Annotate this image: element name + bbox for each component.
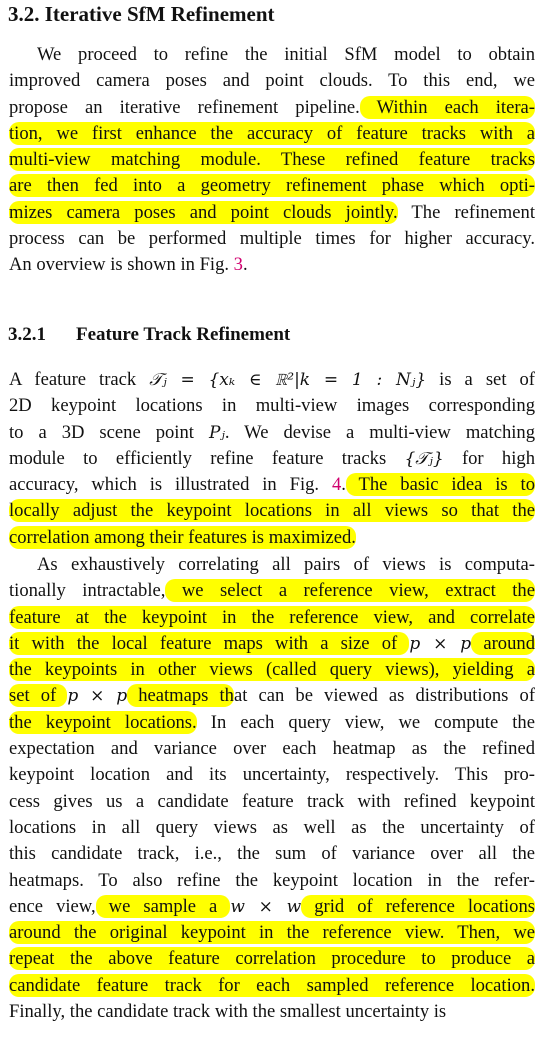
line-text: expectation and variance over each heatmap as the refined	[9, 738, 535, 760]
line-text: accuracy, which is illustrated in Fig.	[9, 474, 332, 496]
highlighted-text: set of	[9, 685, 68, 707]
line-text: . We devise a multi-view matching	[224, 421, 535, 443]
highlighted-text: Within each itera-	[359, 96, 535, 118]
line-text: process can be performed multiple times for higher accuracy.	[9, 228, 535, 250]
section-heading	[8, 2, 275, 27]
highlighted-text: repeat the above feature correlation procedure to produce a	[9, 948, 535, 970]
paragraph-feature-track	[9, 367, 535, 551]
line-text: at can be viewed as distributions of	[233, 685, 535, 707]
line-text: module to efficiently refine feature tracks	[9, 447, 405, 469]
text-line	[9, 393, 535, 419]
text-line	[9, 999, 535, 1025]
line-text: .	[242, 254, 248, 276]
text-line	[9, 973, 535, 999]
text-line	[9, 552, 535, 578]
line-text: A feature track	[9, 369, 150, 390]
text-line	[9, 252, 535, 278]
highlighted-text: the keypoint locations.	[9, 711, 197, 733]
line-text: The refinement	[397, 201, 535, 223]
text-line	[9, 173, 535, 199]
text-line	[9, 920, 535, 946]
math-expression: w × w	[230, 896, 302, 917]
highlighted-text: heatmaps th	[127, 685, 234, 707]
highlighted-text: multi-view matching module. These refined feature tracks	[9, 149, 535, 171]
line-text: heatmaps. To also refine the keypoint location in the refer-	[9, 869, 535, 891]
text-line	[9, 946, 535, 972]
section-title: Iterative SfM Refinement	[44, 2, 275, 26]
highlighted-text: we select a reference view, extract the	[165, 580, 535, 602]
text-line	[9, 498, 535, 524]
highlighted-text: are then fed into a geometry refinement phase which opti-	[9, 175, 535, 197]
subsection-heading	[8, 324, 290, 346]
paragraph-matching	[9, 552, 535, 1025]
text-line	[9, 894, 535, 920]
text-line	[9, 762, 535, 788]
text-line	[9, 789, 535, 815]
paragraph-intro	[9, 42, 535, 279]
figure-reference: 3	[233, 254, 243, 276]
figure-reference: 4	[331, 474, 342, 496]
text-line	[9, 841, 535, 867]
highlighted-text: the keypoints in other views (called query views), yielding a	[9, 659, 535, 681]
text-line	[9, 868, 535, 894]
line-text: propose an iterative refinement pipeline.	[9, 96, 360, 118]
line-text: to a 3D scene point	[9, 421, 209, 443]
line-text: As exhaustively correlating all pairs of views is computa-	[37, 554, 535, 575]
text-line	[9, 121, 535, 147]
math-expression: p × p	[67, 686, 128, 707]
text-line	[9, 525, 535, 551]
text-line	[9, 472, 535, 498]
highlighted-text: The basic idea is to	[345, 474, 535, 496]
line-text: We proceed to refine the initial SfM model to obtain	[37, 44, 535, 65]
line-text: is a set of	[426, 369, 535, 390]
text-line	[9, 710, 535, 736]
line-text: tionally intractable,	[9, 580, 166, 602]
line-text: keypoint location and its uncertainty, respectively. This pro-	[9, 764, 535, 786]
line-text: this candidate track, i.e., the sum of variance over all the	[9, 843, 535, 865]
text-line	[9, 226, 535, 252]
subsection-number: 3.2.1	[8, 324, 46, 345]
line-text: for high	[443, 447, 535, 469]
text-line	[9, 200, 535, 226]
text-line	[9, 631, 535, 657]
line-text: ence view,	[9, 895, 96, 917]
line-text: In each query view, we compute the	[196, 711, 535, 733]
text-line	[9, 815, 535, 841]
line-text: An overview is shown in Fig.	[9, 254, 234, 276]
subsection-title: Feature Track Refinement	[76, 324, 291, 345]
highlighted-text: it with the local feature maps with a size of	[9, 632, 410, 654]
text-line	[9, 657, 535, 683]
section-number: 3.2.	[8, 2, 40, 26]
text-line	[9, 367, 535, 393]
text-line	[9, 147, 535, 173]
text-line	[9, 95, 535, 121]
line-text: locations in all query views as well as the uncertainty of	[9, 816, 535, 838]
text-line	[9, 420, 535, 446]
highlighted-text: mizes camera poses and point clouds jointly.	[9, 201, 398, 223]
highlighted-text: around	[471, 632, 535, 654]
text-line	[9, 578, 535, 604]
line-text: improved camera poses and point clouds. To this end, we	[9, 70, 535, 92]
highlighted-text: we sample a	[95, 895, 231, 917]
text-line	[9, 42, 535, 68]
highlighted-text: candidate feature track for each sampled reference location.	[9, 974, 535, 996]
highlighted-text: locally adjust the keypoint locations in all views so that the	[9, 500, 535, 522]
line-text: .	[341, 474, 346, 496]
highlighted-text: around the original keypoint in the reference view. Then, we	[9, 922, 535, 944]
text-line	[9, 68, 535, 94]
highlighted-text: correlation among their features is maximized.	[9, 526, 356, 548]
highlighted-text: tion, we first enhance the accuracy of feature tracks with a	[9, 122, 535, 144]
line-text: 2D keypoint locations in multi-view images corresponding	[9, 395, 535, 417]
text-line	[9, 736, 535, 762]
line-text: Finally, the candidate track with the smallest uncertainty is	[9, 1001, 447, 1023]
highlighted-text: grid of reference locations	[301, 895, 535, 917]
math-expression: Pⱼ	[208, 422, 225, 443]
line-text: cess gives us a candidate feature track with refined keypoint	[9, 790, 535, 812]
highlighted-text: feature at the keypoint in the reference view, and correlate	[9, 606, 535, 628]
text-line	[9, 683, 535, 709]
math-expression: {𝒯ⱼ}	[404, 448, 444, 469]
text-line	[9, 446, 535, 472]
math-expression: p × p	[409, 633, 472, 654]
text-line	[9, 605, 535, 631]
math-expression: 𝒯ⱼ = {xₖ ∈ ℝ²|k = 1 : Nⱼ}	[149, 370, 427, 390]
